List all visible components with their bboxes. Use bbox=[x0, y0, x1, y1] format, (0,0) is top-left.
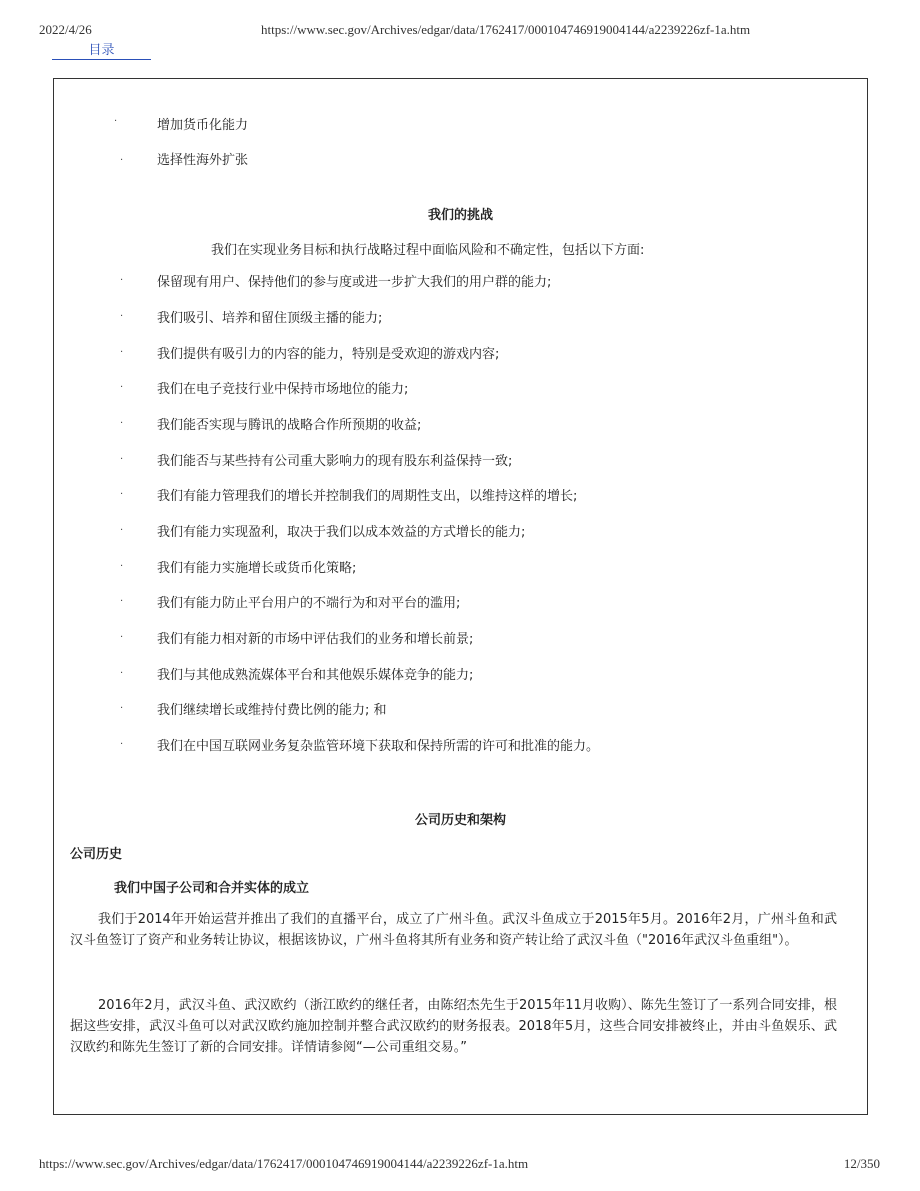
bullet-icon: · bbox=[120, 155, 124, 166]
table-of-contents-link[interactable]: 目录 bbox=[52, 43, 151, 60]
challenges-intro: 我们在实现业务目标和执行战略过程中面临风险和不确定性，包括以下方面: bbox=[211, 243, 645, 258]
bullet-icon: · bbox=[120, 632, 124, 643]
challenges-heading: 我们的挑战 bbox=[427, 208, 493, 223]
document-content-frame: · 增加货币化能力 · 选择性海外扩张 我们的挑战 我们在实现业务目标和执行战略过程中面临风险和不确定性，包括以下方面: · 保留现有用户、保持他们的参与度或进一步扩大我们的用户群的能力; · 我们吸引、培养和留住顶级主播的能力; · 我们提供有吸引力的内容的能力，特别是受欢迎的游戏内容; · 我们在电子竞技行业中保持市场地位的能力; · 我们能否实现与腾讯的战略合作所预期的收益; · 我们能否与某些持有公司重大影响力的现有股东利益保持一致; · 我们有能力管理我们的增长并控制我们的周期性支出，以维持这样的增长; · 我们有能力实现盈利，取决于我们以成本效益的方式增长的能力; · 我们有能力实施增长或货币化策略; · 我们有能力防止平台用户的不端行为和对平台的滥用; · 我们有能力相对新的市场中评估我们的业务和增长前景; · 我们与其他成熟流媒体平台和其他娱乐媒体竞争的能力; · 我们继续增长或维持付费比例的能力; 和 · 我们在中国互联网业务复杂监管环境下获取和保持所需的许可和批准的能力。 公司历史和架构 公司历史 我们中国子公司和合并实体的成立 我们于2014年开始运营并推出了我们的直播平台，成立了广州斗鱼。武汉斗鱼成立于2015年5月。2016年2月，广州斗鱼和武汉斗鱼签订了资产和业务转让协议，根据该协议，广州斗鱼将其所有业务和资产转让给了武汉斗鱼（"2016年武汉斗鱼重组"）。 2016年2月，武汉斗鱼、武汉欧约（浙江欧约的继任者，由陈绍杰先生于2015年11月收购）、陈先生签订了一系列合同安排，根据这些安排，武汉斗鱼可以对武汉欧约施加控制并整合武汉欧约的财务报表。2018年5月，这些合同安排被终止，并由斗鱼娱乐、武汉欧约和陈先生签订了新的合同安排。详情请参阅“—公司重组交易。” bbox=[53, 78, 868, 1115]
bullet-icon: · bbox=[120, 525, 124, 536]
bullet-icon: · bbox=[120, 489, 124, 500]
history-paragraph-2: 2016年2月，武汉斗鱼、武汉欧约（浙江欧约的继任者，由陈绍杰先生于2015年11月收购）、陈先生签订了一系列合同安排，根据这些安排，武汉斗鱼可以对武汉欧约施加控制并整合武汉欧约的财务报表。2018年5月，这些合同安排被终止，并由斗鱼娱乐、武汉欧约和陈先生签订了新的合同安排。详情请参阅“—公司重组交易。” bbox=[70, 998, 837, 1055]
bullet-icon: · bbox=[114, 116, 118, 127]
history-subheading: 公司历史 bbox=[70, 847, 123, 862]
bullet-icon: · bbox=[120, 275, 124, 286]
print-header-url: https://www.sec.gov/Archives/edgar/data/1762417/000104746919004144/a2239226zf-1a.htm bbox=[261, 22, 751, 37]
bullet-icon: · bbox=[120, 347, 124, 358]
bullet-icon: · bbox=[120, 382, 124, 393]
subsidiaries-subheading: 我们中国子公司和合并实体的成立 bbox=[114, 881, 310, 896]
bullet-icon: · bbox=[120, 703, 124, 714]
page-number: 12/350 bbox=[843, 1156, 880, 1171]
bullet-icon: · bbox=[120, 561, 124, 572]
print-footer-url: https://www.sec.gov/Archives/edgar/data/1762417/000104746919004144/a2239226zf-1a.htm bbox=[39, 1156, 529, 1171]
bullet-icon: · bbox=[120, 454, 124, 465]
bullet-icon: · bbox=[120, 311, 124, 322]
history-heading: 公司历史和架构 bbox=[414, 813, 506, 828]
bullet-icon: · bbox=[120, 668, 124, 679]
bullet-icon: · bbox=[120, 596, 124, 607]
bullet-icon: · bbox=[120, 418, 124, 429]
bullet-icon: · bbox=[120, 739, 124, 750]
print-date: 2022/4/26 bbox=[39, 22, 92, 37]
history-paragraph-1: 我们于2014年开始运营并推出了我们的直播平台，成立了广州斗鱼。武汉斗鱼成立于2015年5月。2016年2月，广州斗鱼和武汉斗鱼签订了资产和业务转让协议，根据该协议，广州斗鱼将其所有业务和资产转让给了武汉斗鱼（"2016年武汉斗鱼重组"）。 bbox=[70, 912, 837, 948]
